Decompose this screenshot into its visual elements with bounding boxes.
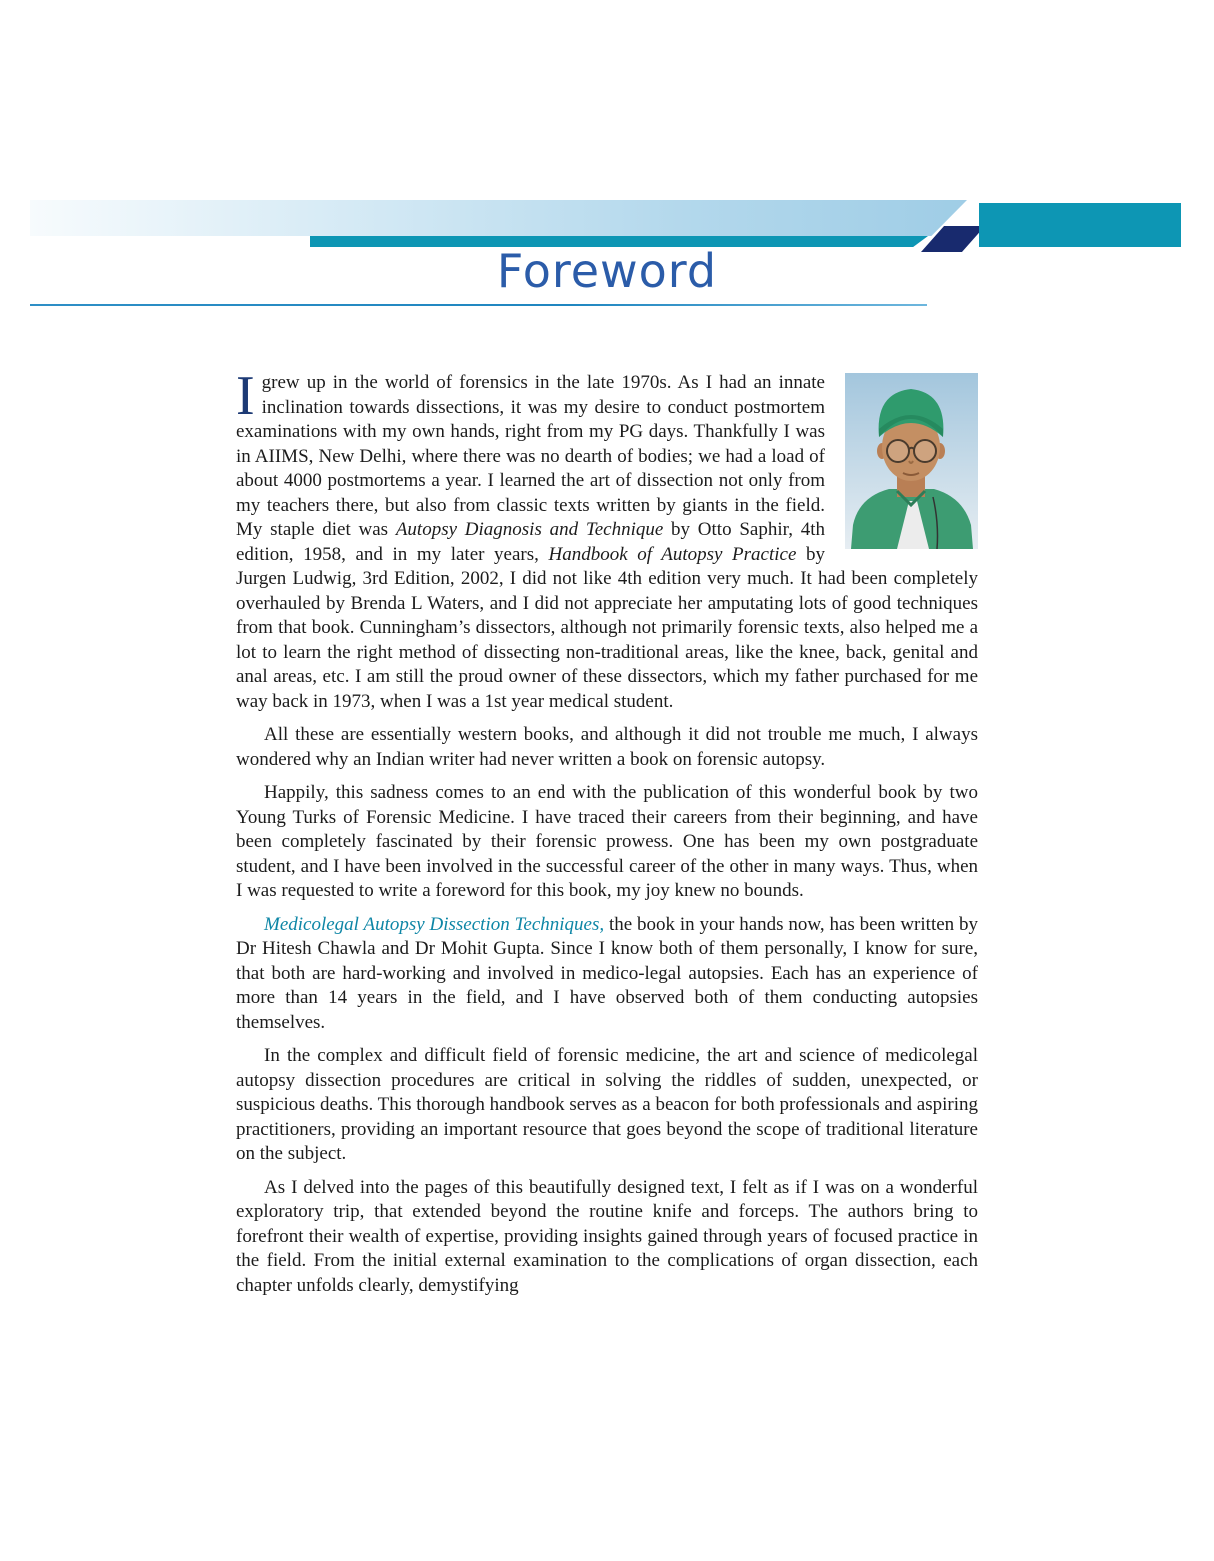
drop-cap: I (236, 365, 255, 427)
title-rule (30, 304, 927, 306)
book-title-handbook-autopsy: Handbook of Autopsy Practice (548, 543, 797, 565)
author-photo (845, 373, 978, 549)
paragraph-text: grew up in the world of forensics in the late 1970s. As I had an innate inclination towards dissections, it was my desire to conduct postmortem examinations with my own hands, right from my PG days. Thankfully I was in AIIMS, New Delhi, where there was no dearth of bodies; we had a load of about 4000 postmortems a year. I learned the art of dissection not only from my teachers there, but also from classic texts written by giants in the field. My staple diet was (236, 372, 825, 540)
gradient-band (30, 200, 967, 236)
book-title-medicolegal-autopsy: Medicolegal Autopsy Dissection Techniques, (264, 913, 605, 935)
foreword-paragraph-4 (236, 913, 978, 1036)
teal-corner-block (979, 203, 1181, 247)
foreword-paragraph-5: In the complex and difficult field of forensic medicine, the art and science of medicolegal autopsy dissection procedures are critical in solving the riddles of sudden, unexpected, or suspicious deaths. This thorough handbook serves as a beacon for both professionals and aspiring practitioners, providing an important resource that goes beyond the scope of traditional literature on the subject. (236, 1045, 978, 1164)
page-title: Foreword (496, 244, 718, 298)
foreword-paragraph-2: All these are essentially western books, and although it did not trouble me much, I always wondered why an Indian writer had never written a book on forensic autopsy. (236, 724, 978, 770)
foreword-paragraph-6: As I delved into the pages of this beautifully designed text, I felt as if I was on a wonderful exploratory trip, that extended beyond the routine knife and forceps. The authors bring to forefront their wealth of expertise, providing insights gained through years of focused practice in the field. From the initial external examination to the complications of organ dissection, each chapter unfolds clearly, demystifying (236, 1176, 978, 1296)
book-title-autopsy-diagnosis: Autopsy Diagnosis and Technique (395, 519, 664, 540)
paragraph-text: by Otto Saphir, 4th edition, 1958, and in my later years, (236, 519, 825, 565)
header-decorative-band (0, 200, 1214, 248)
foreword-paragraph-3: Happily, this sadness comes to an end with the publication of this wonderful book by two Young Turks of Forensic Medicine. I have traced their careers from their beginning, and have been completely fascinated by their forensic prowess. One has been my own postgraduate student, and I have been involved in the successful career of the other in many ways. Thus, when I was requested to write a foreword for this book, my joy knew no bounds. (236, 782, 978, 901)
foreword-body (236, 365, 978, 1307)
paragraph-text: the book in your hands now, has been written by Dr Hitesh Chawla and Dr Mohit Gupta. Since I know both of them personally, I know for sure, that both are hard-working and involved in medico-legal autopsies. Each has an experience of more than 14 years in the field, and I have observed both of them conducting autopsies themselves. (236, 913, 978, 1033)
foreword-paragraph-1 (236, 365, 978, 714)
paragraph-text: by Jurgen Ludwig, 3rd Edition, 2002, I did not like 4th edition very much. It had been completely overhauled by Brenda L Waters, and I did not appreciate her amputating lots of good techniques from that book. Cunningham’s dissectors, although not primarily forensic texts, also helped me a lot to learn the right method of dissecting non-traditional areas, like the knee, back, genital and anal areas, etc. I am still the proud owner of these dissectors, which my father purchased for me way back in 1973, when I was a 1st year medical student. (236, 543, 978, 712)
